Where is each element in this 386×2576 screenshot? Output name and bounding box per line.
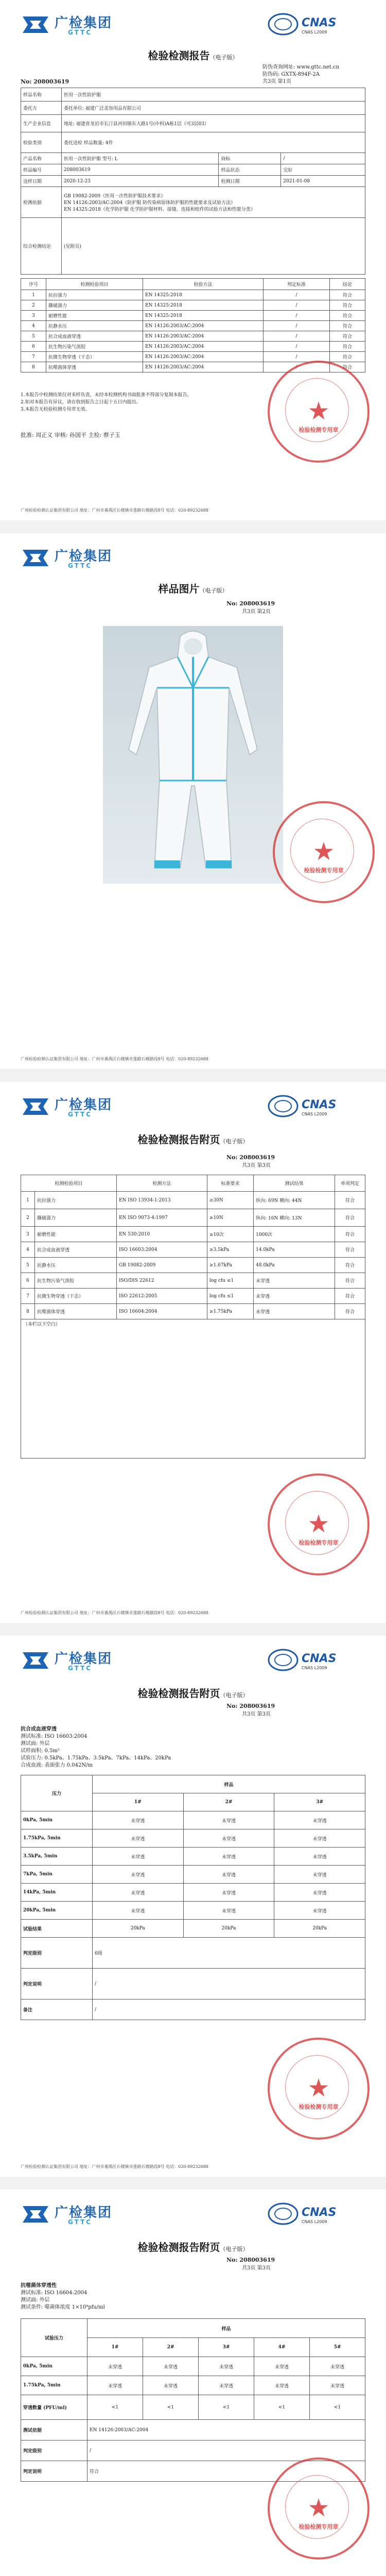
brand-name-cn: 广检集团 [55, 549, 113, 564]
table-subheader-row: 1# 2# 3# [21, 1793, 365, 1811]
inspection-seal: ★ 检验检测专用章 [268, 2458, 370, 2560]
table-row: 测试依据 EN 14126:2003/AC:2004 [21, 2420, 365, 2441]
table-row: 8 抗噬菌体穿透 EN 14126:2003/AC:2004 / 符合 [21, 362, 365, 372]
sample-photo [103, 626, 283, 884]
verify-url: 防伪查询网址: www.gttc.net.cn [262, 64, 340, 70]
seal-star-icon: ★ [307, 1510, 330, 1538]
report-page-1 [0, 0, 386, 520]
page-number: 共3页 第3页 [242, 2265, 271, 2271]
page-title: 检验检测报告（电子版） [148, 49, 238, 62]
table-row: 4 抗合成血液穿透 ISO 16603:2004 ≥3.5kPa 14.0kPa 符合 [21, 1242, 365, 1258]
page-title: 样品图片（电子版） [158, 583, 228, 595]
gttc-logo-icon [21, 14, 50, 35]
table-row: 14kPa, 5min 未穿透 未穿透 未穿透 [21, 1884, 365, 1902]
table-row: 3 耐磨性能 EN 530:2010 ≥10次 1000次 符合 [21, 1227, 365, 1242]
cnas-mark: CNAS [302, 16, 337, 29]
seal-star-icon: ★ [307, 397, 330, 426]
table-row: 判定级别 6级 [21, 1938, 365, 1969]
table-row: 5 抗合成血液穿透 EN 14126:2003/AC:2004 / 符合 [21, 331, 365, 342]
gttc-logo [21, 1647, 149, 1674]
brand-name-en: GTTC [68, 2218, 93, 2226]
table-row: 8 抗噬菌体穿透 ISO 16604:2004 ≥1.75kPa 未穿透 符合 [21, 1304, 365, 1319]
table-header-row: 序号 检测检验项目 检验方法 判定标准 结论 [21, 279, 365, 290]
table-row: 2 撕破强力 EN 14325:2018 / 符合 [21, 300, 365, 311]
table-row: 1 抗拉强力 EN 14325:2018 / 符合 [21, 290, 365, 300]
table-header-row: 试验压力 样品 [21, 2319, 365, 2338]
page-footer: 广州检验检测认证集团有限公司 地址：广州市番禺区石楼镇市莲路石楼路段8号 电话：020-89232688 [21, 1057, 208, 1061]
page-number: 共3页 第2页 [242, 609, 271, 615]
inspection-seal: ★ 检验检测专用章 [268, 2038, 370, 2140]
table-subheader-row: 1# 2# 3# 4# 5# [21, 2338, 365, 2357]
table-row: 1.75kPa, 5min 未穿透 未穿透 未穿透 未穿透 未穿透 [21, 2376, 365, 2395]
table-row: 2 撕破强力 EN ISO 9073-4:1997 ≥10N 纵向: 16N 横向: 13N 符合 [21, 1209, 365, 1227]
page-header [21, 543, 365, 573]
table-tail-row: （本栏以下空白） [21, 1319, 365, 1459]
report-page-5 [0, 2190, 386, 2576]
table-row: 判定说明 / [21, 1969, 365, 1999]
brand-name-en: GTTC [68, 29, 93, 36]
report-page-4 [0, 1636, 386, 2177]
seal-star-icon: ★ [312, 837, 335, 866]
table-row: 6 抗生物污染气溶胶 ISO/DIS 22612 log cfu ≤1 未穿透 符合 [21, 1273, 365, 1289]
ilac-mra-icon [268, 1648, 299, 1672]
gttc-logo [21, 11, 149, 38]
blood-penetration-table [21, 1775, 365, 2020]
cnas-mark: CNAS [302, 2206, 337, 2219]
table-row: 3.5kPa, 5min 未穿透 未穿透 未穿透 [21, 1848, 365, 1866]
table-row: 7kPa, 5min 未穿透 未穿透 未穿透 [21, 1866, 365, 1884]
table-row: 20kPa, 5min 未穿透 未穿透 未穿透 [21, 1902, 365, 1920]
table-row: 7 抗微生物穿透（干态） ISO 22612:2005 log cfu ≤1 未穿透 符合 [21, 1289, 365, 1304]
seal-star-icon: ★ [307, 2494, 330, 2522]
table-row: 判定说明 符合 [21, 2461, 365, 2482]
report-number: No: 208003619 [226, 1154, 275, 1161]
table-row: 1 抗拉强力 EN ISO 13934-1:2013 ≥30N 纵向: 69N 横向: 44N 符合 [21, 1192, 365, 1209]
page-header [21, 2199, 365, 2230]
brand-name-en: GTTC [68, 562, 93, 569]
table-row: 6 抗生物污染气溶胶 EN 14126:2003/AC:2004 / 符合 [21, 342, 365, 352]
brand-name-en: GTTC [68, 1111, 93, 1118]
table-row: 判定级别 / [21, 2441, 365, 2461]
table-row: 备注 / [21, 1999, 365, 2020]
table-row: 5 抗静水压 GB 19082-2009 ≥1.67kPa 48.0kPa 符合 [21, 1258, 365, 1273]
test-intro: 抗合成血液穿透 测试标准: ISO 16603:2004 测试面: 外层 试样面积: 0.5m² 试验压力: 0.5kPa、1.75kPa、3.5kPa、7kPa、14kPa、20kPa 合成血液: 表面张力 0.042N/m [21, 1726, 171, 1768]
report-notes: 1.本报告中检测结果仅对来样负责，未经本检测机构书面批准不得部分复制本报告。 2.如对本报告有异议，请在收到报告之日起十五日内提出。 3.本报告无检验检测专用章无效。 [21, 393, 192, 412]
test-intro: 抗噬菌体穿透性 测试标准: ISO 16604:2004 测试面: 外层 测试条件: 噬菌体浓度 1×10⁸pfu/ml [21, 2283, 105, 2310]
ilac-mra-icon [268, 1094, 299, 1118]
report-number: No: 208003619 [226, 2257, 275, 2263]
report-number: No: 208003619 [226, 1703, 275, 1709]
table-row: 试验结果 20kPa 20kPa 20kPa [21, 1920, 365, 1938]
page-title: 检验检测报告附页（电子版） [137, 2241, 249, 2253]
brand-name-en: GTTC [68, 1665, 93, 1672]
report-number: No: 208003619 [226, 600, 275, 607]
page-number: 共3页 第3页 [242, 1711, 271, 1717]
gttc-logo-icon [21, 548, 50, 568]
page-footer: 广州检验检测认证集团有限公司 地址：广州市番禺区石楼镇市莲路石楼路段8号 电话：020-89232688 [21, 2164, 208, 2169]
cnas-number: CNAS L2009 [302, 30, 327, 35]
report-page-2 [0, 533, 386, 1069]
protective-suit-icon [103, 626, 283, 884]
cert-marks [268, 2202, 365, 2227]
brand-name-cn: 广检集团 [55, 15, 113, 31]
gttc-logo [21, 2201, 149, 2228]
seal-star-icon: ★ [307, 2074, 330, 2103]
gttc-logo [21, 545, 149, 571]
signatures: 批准: 周正义 审核: 孙国平 主检: 蔡子玉 [21, 432, 120, 438]
brand-name-cn: 广检集团 [55, 1651, 113, 1667]
inspection-seal: ★ 检验检测专用章 [268, 1473, 370, 1575]
report-number: No: 208003619 [21, 78, 69, 85]
page-header [21, 9, 365, 40]
items-table [21, 278, 365, 372]
gttc-logo-icon [21, 2204, 50, 2225]
cnas-number: CNAS L2009 [302, 1666, 327, 1670]
page-title: 检验检测报告附页（电子版） [137, 1133, 249, 1146]
ilac-mra-icon [268, 12, 299, 36]
verify-block [262, 64, 365, 86]
results-table [21, 1175, 365, 1459]
page-header [21, 1091, 365, 1122]
verify-code: 防伪码: GXTX-894F-2A [262, 72, 320, 77]
table-row: 穿透数量 (PFU/ml) <1 <1 <1 <1 <1 [21, 2395, 365, 2420]
ilac-mra-icon [268, 2202, 299, 2226]
cnas-number: CNAS L2009 [302, 1112, 327, 1116]
cert-marks [268, 1648, 365, 1673]
report-info-table: 样品名称 医用一次性防护服 委托方 委托单位: 福建广泛美容用品有限公司 生产企业信息 地址: 福建省龙岩市长汀县河田镇东大路1号(中科)A栋1层（可3层03） 检验类别 委托送检 样品数量: 4件 产品名称 医用一次性防护服 型号: L 商标 / 样品编号 208003619 样品状态 完好 送样日期 2020-12-23 检测日期 2021-01-08 检测依据 GB 19082-2009《医用一次性防护服技术要求》 EN 14126:2003/AC:2004《防护服 防传染病原体防护服的性能要求及试验方法》 EN 14325:2018《化学防护服 化学防护服材料、接缝、连接和组件的试验方法和性能分类》 综合检测结论 (见附页) [21, 88, 365, 275]
page-header [21, 1645, 365, 1676]
table-row: 7 抗微生物穿透（干态） EN 14126:2003/AC:2004 / 符合 [21, 352, 365, 362]
page-number: 共3页 第1页 [262, 79, 291, 84]
cnas-mark: CNAS [302, 1098, 337, 1111]
report-page-3 [0, 1082, 386, 1623]
page-number: 共3页 第3页 [242, 1163, 271, 1168]
table-row: 3 耐磨性能 EN 14325:2018 / 符合 [21, 311, 365, 321]
table-row: 0kPa, 5min 未穿透 未穿透 未穿透 [21, 1811, 365, 1829]
brand-name-cn: 广检集团 [55, 2205, 113, 2221]
cnas-number: CNAS L2009 [302, 2219, 327, 2224]
table-header-row: 压力 样品 [21, 1775, 365, 1793]
table-header-row: 检测检验项目 检测方法 标准要求 测试结果 单项判定 [21, 1175, 365, 1192]
cnas-mark: CNAS [302, 1652, 337, 1665]
basis-list: GB 19082-2009《医用一次性防护服技术要求》 EN 14126:2003/AC:2004《防护服 防传染病原体防护服的性能要求及试验方法》 EN 14325:2018《化学防护服 化学防护服材料、接缝、连接和组件的试验方法和性能分类》 [62, 187, 365, 218]
page-title: 检验检测报告附页（电子版） [137, 1687, 249, 1700]
brand-name-cn: 广检集团 [55, 1097, 113, 1113]
gttc-logo [21, 1093, 149, 1120]
page-footer: 广州检验检测认证集团有限公司 地址：广州市番禺区石楼镇市莲路石楼路段8号 电话：020-89232688 [21, 508, 208, 513]
cert-marks [268, 12, 365, 37]
gttc-logo-icon [21, 1650, 50, 1671]
inspection-seal: ★ 检验检测专用章 [268, 361, 370, 463]
table-row: 1.75kPa, 5min 未穿透 未穿透 未穿透 [21, 1829, 365, 1848]
page-footer: 广州检验检测认证集团有限公司 地址：广州市番禺区石楼镇市莲路石楼路段8号 电话：020-89232688 [21, 1611, 208, 1615]
gttc-logo-icon [21, 1096, 50, 1117]
table-row: 4 抗静水压 EN 14126:2003/AC:2004 / 符合 [21, 321, 365, 331]
inspection-seal: ★ 检验检测专用章 [273, 801, 375, 903]
table-row: 0kPa, 5min 未穿透 未穿透 未穿透 未穿透 未穿透 [21, 2357, 365, 2376]
cert-marks [268, 1094, 365, 1119]
